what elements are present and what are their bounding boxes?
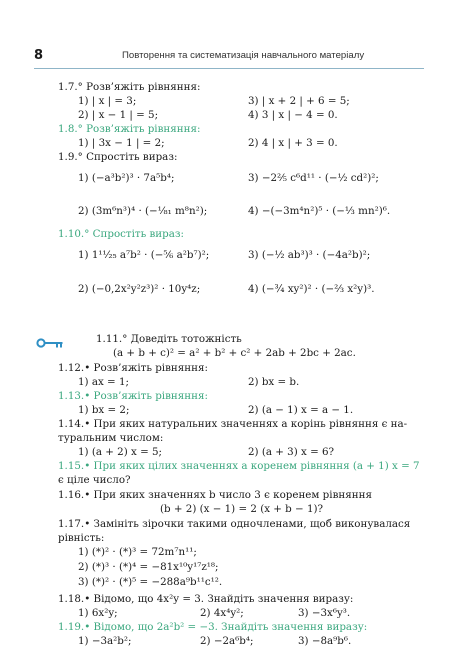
running-title: Повторення та систематизація навчального матеріалу — [122, 50, 365, 61]
exercise-1-9-item-2: 2) (3m⁶n³)⁴ · (−¹⁄₈₁ m⁸n²); — [78, 205, 208, 217]
exercise-1-9-item-3: 3) −2⅖ c⁶d¹¹ · (−½ cd²)²; — [248, 172, 379, 184]
exercise-1-18-item-1: 1) 6x²y; — [78, 607, 118, 619]
exercise-1-13-item-1: 1) bx = 2; — [78, 404, 130, 416]
exercise-1-8-item-2: 2) 4 | x | + 3 = 0. — [248, 137, 338, 149]
exercise-1-15-heading: 1.15.• При яких цілих значеннях a коренем рівняння (a + 1) x = 7 — [58, 460, 420, 472]
exercise-1-7-item-2: 2) | x − 1 | = 5; — [78, 109, 159, 121]
exercise-1-7-heading: 1.7.° Розв’яжіть рівняння: — [58, 81, 201, 93]
exercise-1-17-item-1: 1) (*)² · (*)³ = 72m⁷n¹¹; — [78, 546, 197, 558]
exercise-1-17-item-2: 2) (*)³ · (*)⁴ = −81x¹⁰y¹⁷z¹⁸; — [78, 561, 219, 573]
exercise-1-9-item-1: 1) (−a³b²)³ · 7a⁵b⁴; — [78, 172, 175, 184]
exercise-1-13-item-2: 2) (a − 1) x = a − 1. — [248, 404, 354, 416]
exercise-1-7-item-1: 1) | x | = 3; — [78, 95, 137, 107]
exercise-1-17-heading: 1.17.• Замініть зірочки такими одночленами, щоб виконувалася — [58, 518, 411, 530]
exercise-1-13-heading: 1.13.• Розв’яжіть рівняння: — [58, 390, 208, 402]
exercise-1-10-heading: 1.10.° Спростіть вираз: — [58, 228, 184, 240]
exercise-1-19-item-3: 3) −8a⁹b⁶. — [298, 635, 352, 647]
exercise-1-18-heading: 1.18.• Відомо, що 4x²y = 3. Знайдіть значення виразу: — [58, 593, 354, 605]
exercise-1-10-item-1: 1) 1¹¹⁄₂₅ a⁷b² · (−⅚ a²b⁷)²; — [78, 249, 210, 261]
page-header — [34, 48, 424, 66]
exercise-1-18-item-2: 2) 4x⁴y²; — [200, 607, 244, 619]
exercise-1-10-item-4: 4) (−¾ xy²)² · (−⅔ x²y)³. — [248, 283, 375, 295]
exercise-1-14-heading: 1.14.• При яких натуральних значеннях a корінь рівняння є на- — [58, 418, 408, 430]
exercise-1-11-formula: (a + b + c)² = a² + b² + c² + 2ab + 2bc + 2ac. — [113, 347, 356, 359]
exercise-1-7-item-4: 4) 3 | x | − 4 = 0. — [248, 109, 338, 121]
exercise-1-16-heading: 1.16.• При яких значеннях b число 3 є коренем рівняння — [58, 489, 372, 501]
exercise-1-19-item-1: 1) −3a²b²; — [78, 635, 132, 647]
header-rule — [34, 68, 424, 69]
exercise-1-9-item-4: 4) −(−3m⁴n²)⁵ · (−⅓ mn²)⁶. — [248, 205, 391, 217]
exercise-1-7-item-3: 3) | x + 2 | + 6 = 5; — [248, 95, 350, 107]
exercise-1-12-item-2: 2) bx = b. — [248, 376, 300, 388]
exercise-1-12-heading: 1.12.• Розв’яжіть рівняння: — [58, 362, 208, 374]
exercise-1-16-formula: (b + 2) (x − 1) = 2 (x + b − 1)? — [160, 503, 324, 515]
exercise-1-18-item-3: 3) −3x⁶y³. — [298, 607, 351, 619]
exercise-1-11-heading: 1.11.° Доведіть тотожність — [96, 333, 242, 345]
exercise-1-8-item-1: 1) | 3x − 1 | = 2; — [78, 137, 165, 149]
exercise-1-14-item-2: 2) (a + 3) x = 6? — [248, 446, 335, 458]
exercise-1-19-item-2: 2) −2a⁶b⁴; — [200, 635, 254, 647]
exercise-1-9-heading: 1.9.° Спростіть вираз: — [58, 151, 178, 163]
exercise-1-10-item-3: 3) (−½ ab³)³ · (−4a²b)²; — [248, 249, 371, 261]
exercise-1-8-heading: 1.8.° Розв’яжіть рівняння: — [58, 123, 201, 135]
exercise-1-12-item-1: 1) ax = 1; — [78, 376, 129, 388]
exercise-1-17-heading-cont: рівність: — [58, 532, 105, 544]
key-icon — [36, 337, 64, 349]
exercise-1-10-item-2: 2) (−0,2x²y²z³)² · 10y⁴z; — [78, 283, 201, 295]
exercise-1-15-heading-cont: є ціле число? — [58, 474, 131, 486]
exercise-1-19-heading: 1.19.• Відомо, що 2a²b² = −3. Знайдіть значення виразу: — [58, 621, 368, 633]
exercise-1-14-heading-cont: туральним числом: — [58, 432, 164, 444]
exercise-1-17-item-3: 3) (*)² · (*)⁵ = −288a⁹b¹¹c¹². — [78, 576, 223, 588]
exercise-1-14-item-1: 1) (a + 2) x = 5; — [78, 446, 163, 458]
page-number: 8 — [34, 48, 44, 63]
